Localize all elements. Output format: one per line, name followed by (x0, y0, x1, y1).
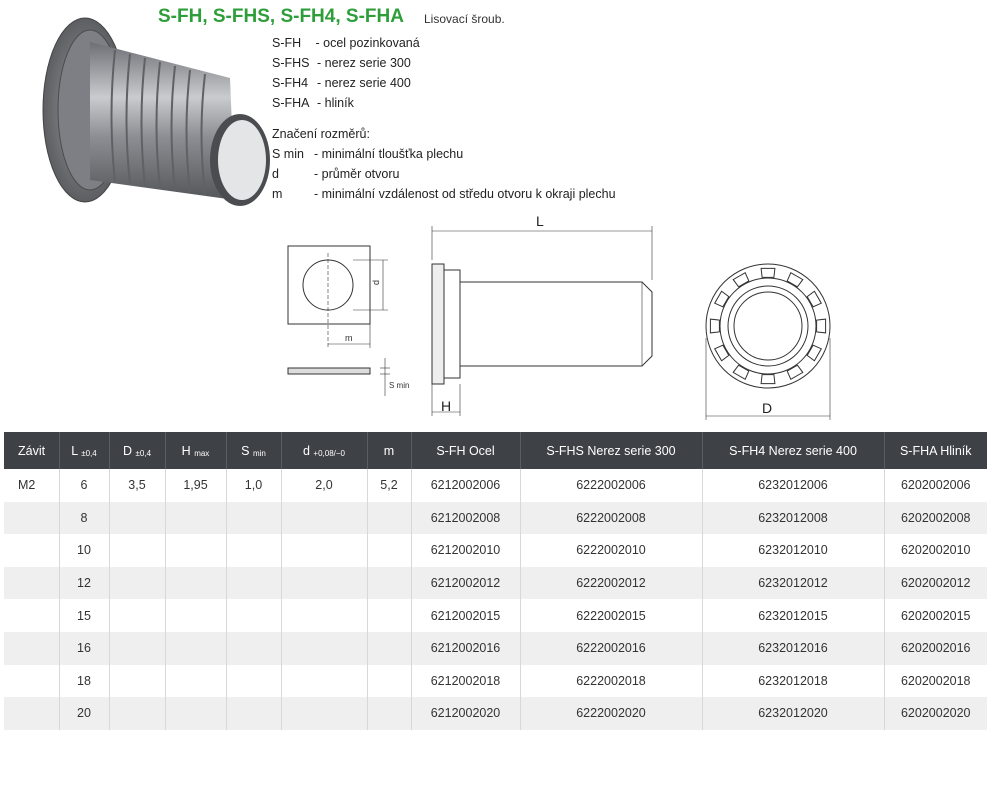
material-item: S-FHA - hliník (272, 96, 354, 110)
table-cell (281, 534, 367, 567)
tooth-mark (807, 345, 821, 361)
table-cell (4, 632, 59, 665)
tooth-mark (733, 365, 749, 379)
table-cell: 18 (59, 665, 109, 698)
table-cell (4, 567, 59, 600)
technical-drawing (280, 208, 850, 423)
tooth-mark (710, 319, 719, 333)
table-cell (109, 665, 165, 698)
table-cell (367, 697, 411, 730)
column-header-label: S-FHA Hliník (899, 443, 972, 458)
table-cell: 6202002018 (900, 673, 971, 688)
column-header[interactable] (520, 432, 702, 469)
table-cell: 6232012006 (702, 469, 884, 502)
material-item: S-FHS - nerez serie 300 (272, 56, 411, 70)
table-cell: 2,0 (281, 469, 367, 502)
table-row (4, 697, 987, 730)
table-cell: 1,0 (226, 469, 281, 502)
table-cell (226, 534, 281, 567)
table-cell (226, 665, 281, 698)
table-cell (109, 697, 165, 730)
table-cell (109, 632, 165, 665)
table-cell (109, 599, 165, 632)
table-cell: 8 (59, 502, 109, 535)
table-cell (281, 567, 367, 600)
front-view-diagram (706, 264, 830, 420)
table-cell: 6202002020 (884, 697, 987, 730)
column-header-label: H (181, 443, 191, 458)
tooth-mark (715, 345, 729, 361)
table-cell: 6202002006 (900, 478, 971, 493)
table-cell: 6222002012 (520, 567, 702, 600)
column-header-subscript: ±0,4 (81, 448, 97, 458)
table-cell: 20 (59, 697, 109, 730)
table-row (4, 599, 987, 632)
table-row (4, 534, 987, 567)
table-cell (226, 599, 281, 632)
table-cell: 6222002015 (520, 599, 702, 632)
table-cell: 5,2 (367, 469, 411, 502)
table-cell (4, 697, 59, 730)
column-header-subscript: max (194, 448, 210, 458)
table-cell (4, 665, 59, 698)
column-header-subscript: +0,08/−0 (313, 448, 346, 458)
table-cell: 12 (59, 567, 109, 600)
table-cell (109, 567, 165, 600)
column-header-label: Závit (18, 443, 46, 458)
table-cell: 6212002006 (411, 469, 520, 502)
column-header[interactable] (884, 432, 987, 469)
column-header[interactable] (109, 432, 165, 469)
label-D: D (762, 400, 773, 416)
table-cell (4, 502, 59, 535)
table-cell: 6202002010 (900, 543, 971, 558)
table-cell: 6222002016 (520, 632, 702, 665)
column-header-subscript: ±0,4 (135, 448, 152, 458)
column-header-subscript: min (252, 448, 266, 458)
table-cell: 6232012012 (702, 567, 884, 600)
column-header-label: m (383, 443, 395, 458)
dimension-item: S min - minimální tloušťka plechu (272, 147, 464, 161)
table-cell: 6202002015 (900, 608, 971, 623)
table-cell (109, 534, 165, 567)
material-item: S-FH - ocel pozinkovaná (272, 36, 420, 50)
column-header-label: d (302, 443, 310, 458)
table-row (4, 567, 987, 600)
column-header-label: S (241, 443, 250, 458)
plate-diagram (288, 246, 390, 396)
table-header (4, 432, 987, 469)
table-row (4, 502, 987, 535)
column-header[interactable] (226, 432, 281, 469)
table-cell: 6212002020 (411, 697, 520, 730)
dimension-heading: Značení rozměrů: (272, 127, 370, 141)
table-cell (226, 697, 281, 730)
column-header[interactable] (281, 432, 367, 469)
table-cell (367, 567, 411, 600)
table-cell (367, 665, 411, 698)
tooth-mark (715, 291, 729, 307)
side-view-diagram (432, 226, 652, 416)
label-smin: S min (389, 381, 410, 390)
table-cell: 6222002018 (520, 665, 702, 698)
table-cell: 10 (59, 534, 109, 567)
material-item: S-FH4 - nerez serie 400 (272, 76, 411, 90)
table-cell (281, 697, 367, 730)
table-cell (165, 599, 226, 632)
table-cell: 6232012018 (702, 665, 884, 698)
table-row (4, 632, 987, 665)
table-cell: 6212002016 (411, 632, 520, 665)
table-cell (281, 599, 367, 632)
table-cell (165, 697, 226, 730)
table-cell: 6212002010 (411, 534, 520, 567)
column-header[interactable] (59, 432, 109, 469)
table-header-row (4, 432, 987, 469)
table-cell (226, 567, 281, 600)
table-cell: 6 (59, 469, 109, 502)
table-row (4, 665, 987, 698)
table-cell (281, 632, 367, 665)
table-cell: 6232012010 (702, 534, 884, 567)
table-cell (367, 502, 411, 535)
column-header[interactable] (702, 432, 884, 469)
column-header[interactable] (367, 432, 411, 469)
column-header[interactable] (4, 432, 59, 469)
table-cell (165, 502, 226, 535)
tooth-mark (787, 365, 803, 379)
product-photo (30, 0, 270, 215)
material-list (272, 36, 420, 116)
table-cell: 6222002008 (520, 502, 702, 535)
tooth-mark (761, 268, 775, 277)
table-cell (109, 502, 165, 535)
label-H: H (441, 398, 452, 414)
table-cell (165, 665, 226, 698)
table-cell (165, 567, 226, 600)
table-cell (165, 632, 226, 665)
column-header-label: S-FHS Nerez serie 300 (546, 443, 676, 458)
table-cell (165, 534, 226, 567)
table-cell: 6232012020 (702, 697, 884, 730)
spec-table (4, 432, 987, 730)
table-cell: 6202002008 (884, 502, 987, 535)
table-cell: 6232012016 (702, 632, 884, 665)
table-cell: 6222002020 (520, 697, 702, 730)
table-cell: 15 (59, 599, 109, 632)
column-header[interactable] (411, 432, 520, 469)
table-cell: 6222002010 (520, 534, 702, 567)
dimension-item: d - průměr otvoru (272, 167, 400, 181)
table-cell (4, 534, 59, 567)
label-m: m (345, 333, 353, 343)
table-cell: 6232012008 (702, 502, 884, 535)
table-cell: M2 (4, 469, 59, 502)
table-cell: 6212002012 (411, 567, 520, 600)
table-cell: 6212002008 (411, 502, 520, 535)
table-row (4, 469, 987, 502)
page-subtitle: Lisovací šroub. (424, 12, 505, 26)
label-L: L (536, 213, 544, 229)
column-header-label: S-FH Ocel (436, 443, 495, 458)
table-cell (226, 502, 281, 535)
column-header-label: L (71, 443, 78, 458)
table-cell: 16 (59, 632, 109, 665)
table-cell (367, 599, 411, 632)
tooth-mark (787, 273, 803, 287)
table-cell: 6202002012 (884, 567, 987, 600)
tooth-mark (733, 273, 749, 287)
column-header-label: D (122, 443, 133, 458)
table-body (4, 469, 987, 730)
table-cell (4, 599, 59, 632)
table-cell (367, 534, 411, 567)
column-header-label: S-FH4 Nerez serie 400 (729, 443, 857, 458)
table-cell: 6212002015 (411, 599, 520, 632)
table-cell (226, 632, 281, 665)
table-cell: 6232012015 (702, 599, 884, 632)
table-cell (367, 632, 411, 665)
table-cell: 6212002018 (411, 665, 520, 698)
page-title: S-FH, S-FHS, S-FH4, S-FHA (158, 6, 404, 27)
table-cell: 6202002016 (884, 632, 987, 665)
label-d: d (371, 279, 381, 285)
tooth-mark (817, 319, 826, 333)
tooth-mark (807, 291, 821, 307)
table-cell (281, 665, 367, 698)
dimension-legend (272, 127, 616, 207)
table-cell: 1,95 (165, 469, 226, 502)
tooth-mark (761, 375, 775, 384)
table-cell: 3,5 (109, 469, 165, 502)
table-cell: 6222002006 (520, 469, 702, 502)
column-header[interactable] (165, 432, 226, 469)
dimension-item: m - minimální vzdálenost od středu otvoru k okraji plechu (272, 187, 616, 201)
table-cell (281, 502, 367, 535)
